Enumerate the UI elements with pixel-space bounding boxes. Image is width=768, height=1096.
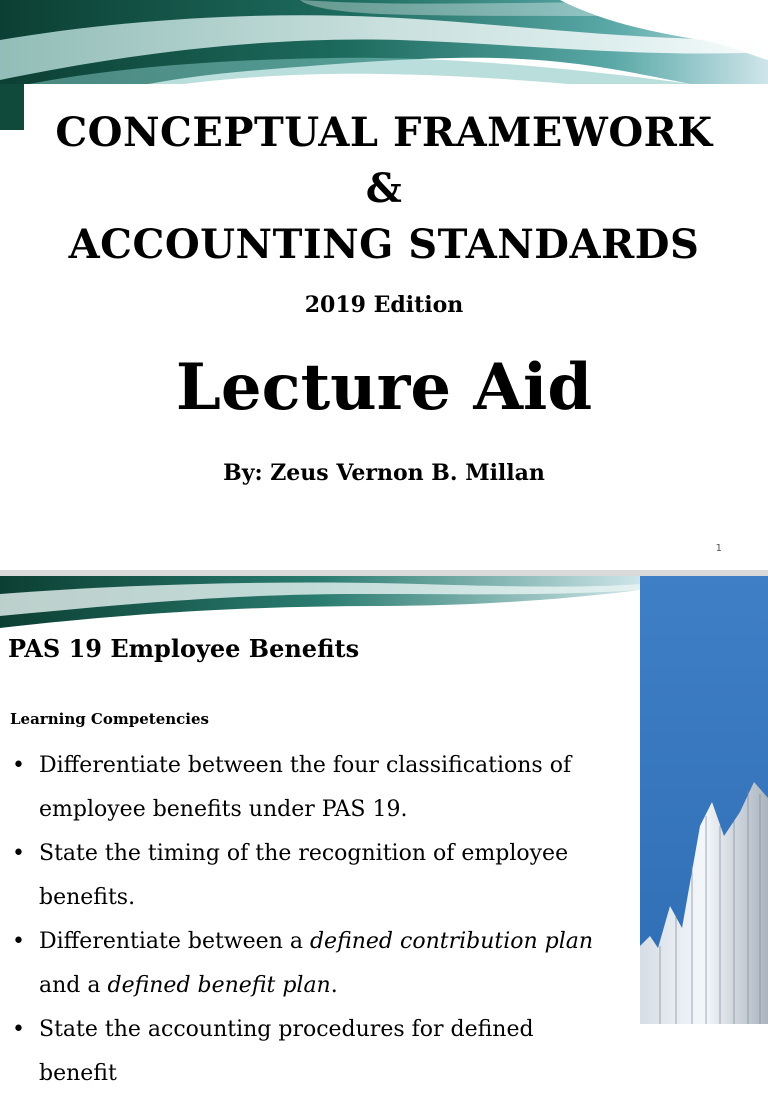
section-subtitle: Learning Competencies	[10, 710, 209, 728]
bullet-emphasis: defined contribution plan	[309, 929, 594, 954]
bullet-icon: •	[12, 753, 25, 778]
bullet-icon: •	[12, 1017, 25, 1042]
lecture-aid-heading: Lecture Aid	[175, 350, 593, 425]
bullet-text: and a	[39, 973, 108, 998]
bullet-text: Differentiate between the four classifications of employee benefits under PAS 19.	[39, 753, 572, 822]
slide-title: PAS 19 Employee Benefits	[8, 634, 360, 663]
bullet-text: State the timing of the recognition of employee benefits.	[39, 841, 569, 910]
list-item	[12, 832, 612, 920]
title-line-3: ACCOUNTING STANDARDS	[68, 221, 700, 268]
competency-list	[12, 744, 612, 1096]
list-item	[12, 744, 612, 832]
bullet-text: Differentiate between a	[39, 929, 310, 954]
bullet-text: .	[330, 973, 338, 998]
edition-label: 2019 Edition	[304, 292, 464, 318]
list-item	[12, 1008, 612, 1096]
title-ampersand: &	[365, 165, 403, 212]
building-photo	[640, 576, 768, 1024]
bullet-text: State the accounting procedures for defined benefit	[39, 1017, 534, 1086]
author-line: By: Zeus Vernon B. Millan	[223, 460, 545, 486]
bullet-icon: •	[12, 841, 25, 866]
title-line-1: CONCEPTUAL FRAMEWORK	[55, 109, 713, 156]
list-item	[12, 920, 612, 1008]
bullet-icon: •	[12, 929, 25, 954]
content-slide	[0, 576, 768, 1086]
wave-banner-graphic	[0, 576, 640, 628]
page-number: 1	[715, 543, 722, 554]
bullet-emphasis: defined benefit plan	[107, 973, 331, 998]
